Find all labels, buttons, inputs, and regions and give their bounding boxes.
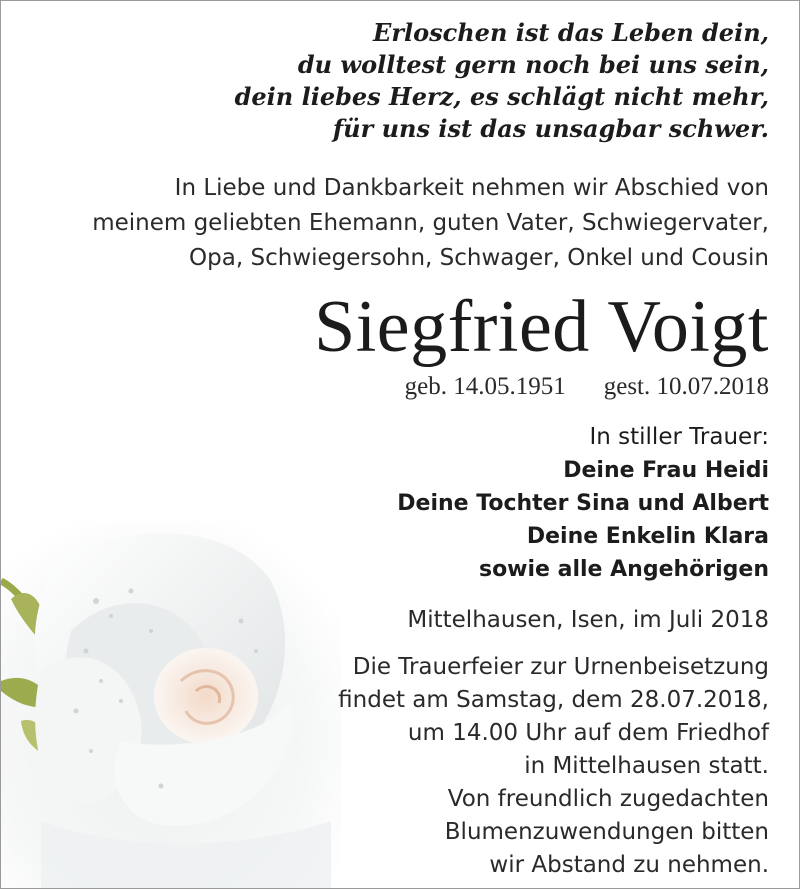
death-date: gest. 10.07.2018 xyxy=(603,373,769,400)
service-line: um 14.00 Uhr auf dem Friedhof xyxy=(407,720,769,746)
service-line: Von freundlich zugedachten xyxy=(447,786,769,812)
mourners-intro: In stiller Trauer: xyxy=(589,424,769,450)
intro-line: meinem geliebten Ehemann, guten Vater, Schwiegervater, xyxy=(92,210,769,236)
life-dates xyxy=(405,371,769,403)
poem-line: du wolltest gern noch bei uns sein, xyxy=(297,50,769,79)
white-rose-image xyxy=(1,521,341,889)
intro-line: In Liebe und Dankbarkeit nehmen wir Abschied von xyxy=(174,175,769,201)
intro-line: Opa, Schwiegersohn, Schwager, Onkel und Cousin xyxy=(189,245,769,271)
service-line: Blumenzuwendungen bitten xyxy=(444,819,769,845)
mourner-name: sowie alle Angehörigen xyxy=(478,557,769,582)
deceased-name: Siegfried Voigt xyxy=(314,286,769,368)
service-line: wir Abstand zu nehmen. xyxy=(489,852,769,878)
birth-date: geb. 14.05.1951 xyxy=(404,373,566,400)
service-line: in Mittelhausen statt. xyxy=(524,753,769,779)
service-info xyxy=(338,651,769,882)
mourner-name: Deine Frau Heidi xyxy=(563,458,769,483)
service-line: Die Trauerfeier zur Urnenbeisetzung xyxy=(352,654,769,680)
mourner-name: Deine Tochter Sina und Albert xyxy=(397,491,769,516)
poem-line: dein liebes Herz, es schlägt nicht mehr, xyxy=(234,82,769,111)
service-line: findet am Samstag, dem 28.07.2018, xyxy=(338,687,769,713)
farewell-intro xyxy=(92,171,769,276)
place-date: Mittelhausen, Isen, im Juli 2018 xyxy=(407,607,769,633)
poem xyxy=(235,17,769,145)
mourners-block xyxy=(397,421,769,586)
poem-line: Erloschen ist das Leben dein, xyxy=(373,18,769,47)
poem-line: für uns ist das unsagbar schwer. xyxy=(332,114,769,143)
mourner-name: Deine Enkelin Klara xyxy=(526,524,769,549)
